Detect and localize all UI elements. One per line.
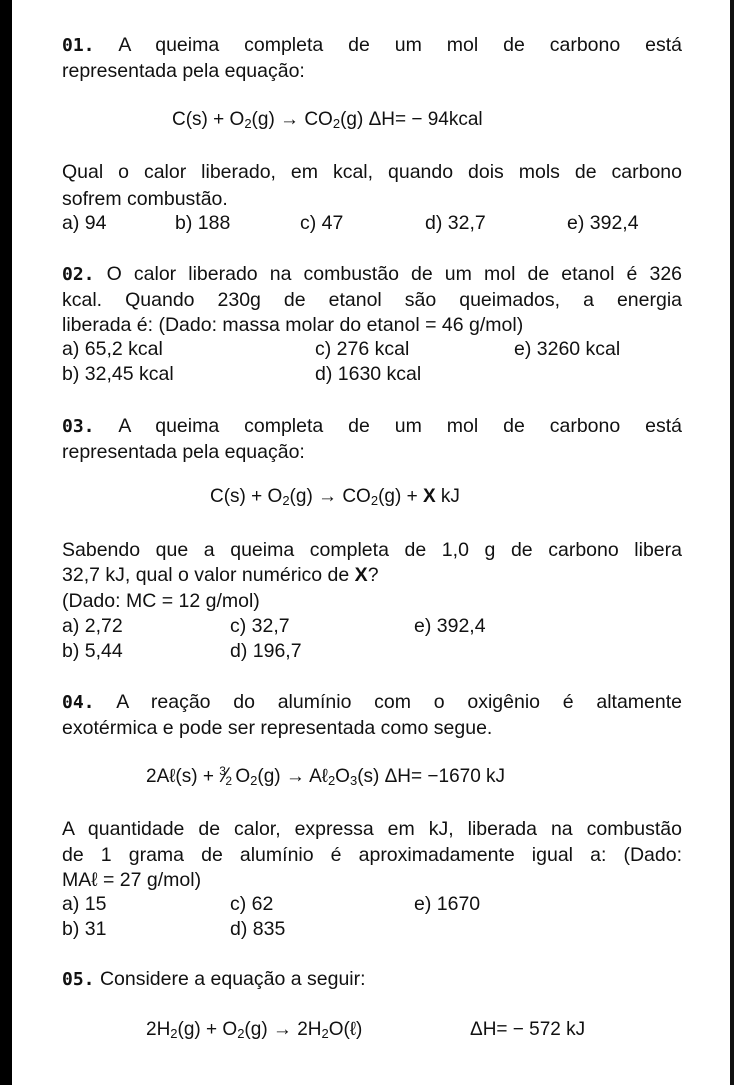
q2-option-c[interactable]: c) 276 kcal bbox=[315, 338, 410, 360]
q5-stem: 05. Considere a equação a seguir: bbox=[62, 968, 366, 990]
q3-option-b[interactable]: b) 5,44 bbox=[62, 640, 123, 662]
q1-stem-line2: representada pela equação: bbox=[62, 60, 305, 82]
q4-option-a[interactable]: a) 15 bbox=[62, 893, 107, 915]
q4-equation: 2Aℓ(s) + $^3⁄_2$ $O_2(g)$ → $A\ell_2O_3(s)$ ΔH= −1670 kJ bbox=[146, 764, 506, 788]
q4-number: 04. bbox=[62, 692, 95, 713]
q3-option-d[interactable]: d) 196,7 bbox=[230, 640, 302, 662]
q3-option-a[interactable]: a) 2,72 bbox=[62, 615, 123, 637]
q2-number: 02. bbox=[62, 264, 95, 285]
q3-equation: $C(s) + O_2(g) \to CO_2(g) + X$ kJ bbox=[210, 486, 460, 508]
q2-option-a[interactable]: a) 65,2 kcal bbox=[62, 338, 163, 360]
q5-equation: $2H_2(g) + O_2(g)$ → $2H_2O(\ell)$ bbox=[146, 1019, 363, 1041]
q3-stem-line1: 03. A queima completa de um mol de carbono está bbox=[62, 415, 682, 437]
q3-given: (Dado: MC = 12 g/mol) bbox=[62, 590, 260, 612]
q1-number: 01. bbox=[62, 35, 95, 56]
three-halves-fraction: $^3⁄_2$ bbox=[219, 764, 231, 788]
q4-line3: MAℓ = 27 g/mol) bbox=[62, 869, 202, 891]
q4-option-d[interactable]: d) 835 bbox=[230, 918, 286, 940]
q3-option-e[interactable]: e) 392,4 bbox=[414, 615, 486, 637]
q4-stem-line1: 04. A reação do alumínio com o oxigênio é altamente bbox=[62, 691, 682, 713]
q4-stem-line2: exotérmica e pode ser representada como segue. bbox=[62, 717, 493, 739]
q4-line2: de 1 grama de alumínio é aproximadamente igual a: (Dado: bbox=[62, 844, 682, 866]
q1-option-c[interactable]: c) 47 bbox=[300, 212, 344, 234]
q2-option-d[interactable]: d) 1630 kcal bbox=[315, 363, 422, 385]
q2-option-b[interactable]: b) 32,45 kcal bbox=[62, 363, 174, 385]
q5-number: 05. bbox=[62, 969, 95, 990]
q4-option-b[interactable]: b) 31 bbox=[62, 918, 107, 940]
q2-line1: 02. O calor liberado na combustão de um mol de etanol é 326 bbox=[62, 263, 683, 285]
q3-line2: 32,7 kJ, qual o valor numérico de X? bbox=[62, 564, 379, 586]
q3-option-c[interactable]: c) 32,7 bbox=[230, 615, 290, 637]
q1-option-d[interactable]: d) 32,7 bbox=[425, 212, 486, 234]
q3-line1: Sabendo que a queima completa de 1,0 g de carbono libera bbox=[62, 539, 682, 561]
q1-equation: $C(s) + O_2(g) \to CO_2(g) \Delta H=$ − 94kcal bbox=[172, 109, 483, 131]
q2-line2: kcal. Quando 230g de etanol são queimados, a energia bbox=[62, 289, 682, 311]
q5-enthalpy: ΔH= − 572 kJ bbox=[470, 1019, 586, 1040]
q1-question-line1: Qual o calor liberado, em kcal, quando dois mols de carbono bbox=[62, 161, 682, 183]
q1-stem-line1: 01. A queima completa de um mol de carbono está bbox=[62, 34, 682, 56]
right-border bbox=[730, 0, 734, 1085]
q3-number: 03. bbox=[62, 416, 95, 437]
q1-question-line2: sofrem combustão. bbox=[62, 188, 228, 210]
q4-line1: A quantidade de calor, expressa em kJ, liberada na combustão bbox=[62, 818, 682, 840]
q3-stem-line2: representada pela equação: bbox=[62, 441, 305, 463]
q2-line3: liberada é: (Dado: massa molar do etanol = 46 g/mol) bbox=[62, 314, 524, 336]
q4-option-c[interactable]: c) 62 bbox=[230, 893, 274, 915]
q1-option-e[interactable]: e) 392,4 bbox=[567, 212, 639, 234]
q1-option-b[interactable]: b) 188 bbox=[175, 212, 231, 234]
q1-option-a[interactable]: a) 94 bbox=[62, 212, 107, 234]
q2-option-e[interactable]: e) 3260 kcal bbox=[514, 338, 621, 360]
q4-option-e[interactable]: e) 1670 bbox=[414, 893, 481, 915]
left-border bbox=[0, 0, 12, 1085]
